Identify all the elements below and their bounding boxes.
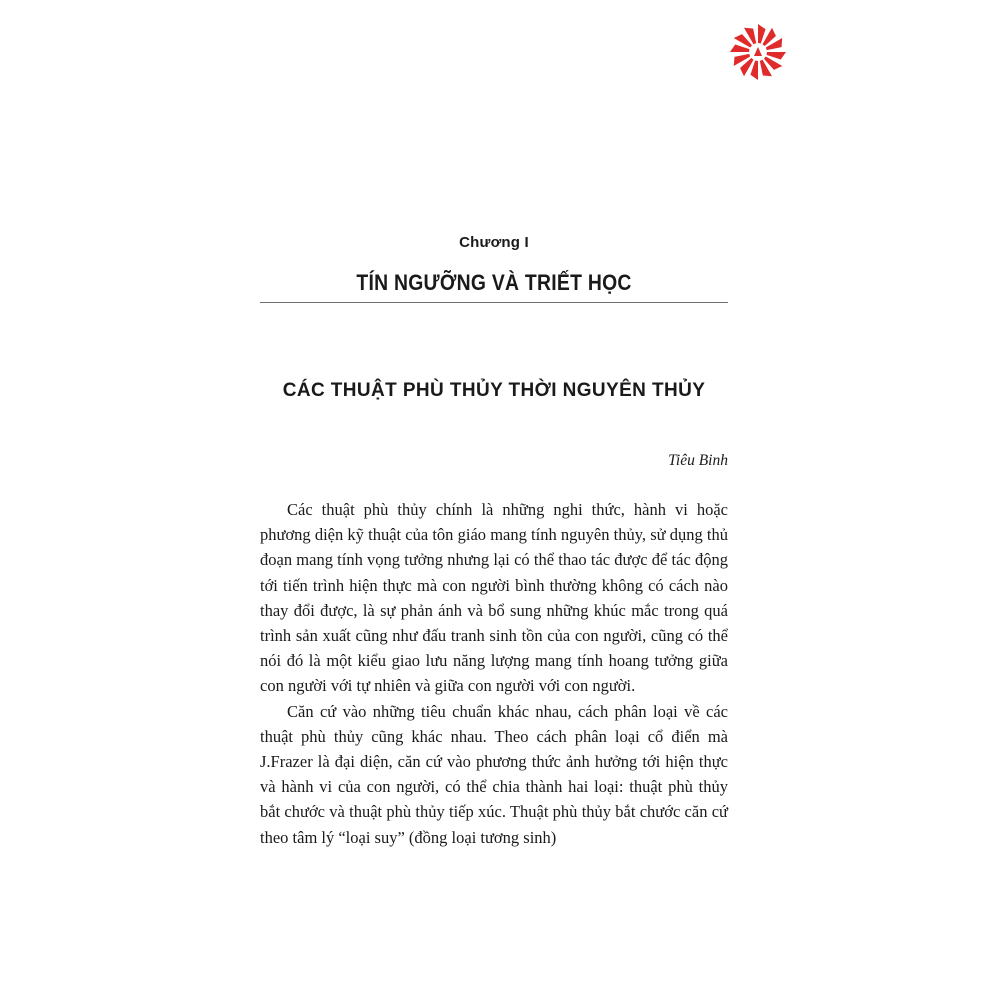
section-title: CÁC THUẬT PHÙ THỦY THỜI NGUYÊN THỦY: [282, 380, 706, 401]
chapter-divider: [260, 302, 728, 303]
star-logo-icon: [728, 22, 788, 82]
chapter-label: Chương I: [459, 234, 529, 251]
paragraph: Căn cứ vào những tiêu chuẩn khác nhau, cách phân loại về các thuật phù thủy cũng khác nhau. Theo cách phân loại cổ điển mà J.Frazer là đại diện, căn cứ vào phương thức ảnh hưởng tới hiện thực và hành vi của con người, có thể chia thành hai loại: thuật phù thủy bắt chước và thuật phù thủy tiếp xúc. Thuật phù thủy bắt chước căn cứ theo tâm lý “loại suy” (đồng loại tương sinh): [260, 701, 728, 847]
chapter-title: TÍN NGƯỠNG VÀ TRIẾT HỌC: [356, 270, 632, 295]
body-text: [260, 497, 728, 850]
paragraph: Các thuật phù thủy chính là những nghi thức, hành vi hoặc phương diện kỹ thuật của tôn giáo mang tính nguyên thủy, sử dụng thủ đoạn mang tính vọng tưởng nhưng lại có thể thao tác được để tác động tới tiến trình hiện thực mà con người bình thường không có cách nào thay đổi được, là sự phản ánh và bổ sung những khúc mắc trong quá trình sản xuất cũng như đấu tranh sinh tồn của con người, cũng có thể nói đó là một kiểu giao lưu năng lượng mang tính hoang tưởng giữa con người với tự nhiên và giữa con người với con người.: [260, 500, 728, 696]
author-name: Tiêu Binh: [668, 452, 728, 469]
